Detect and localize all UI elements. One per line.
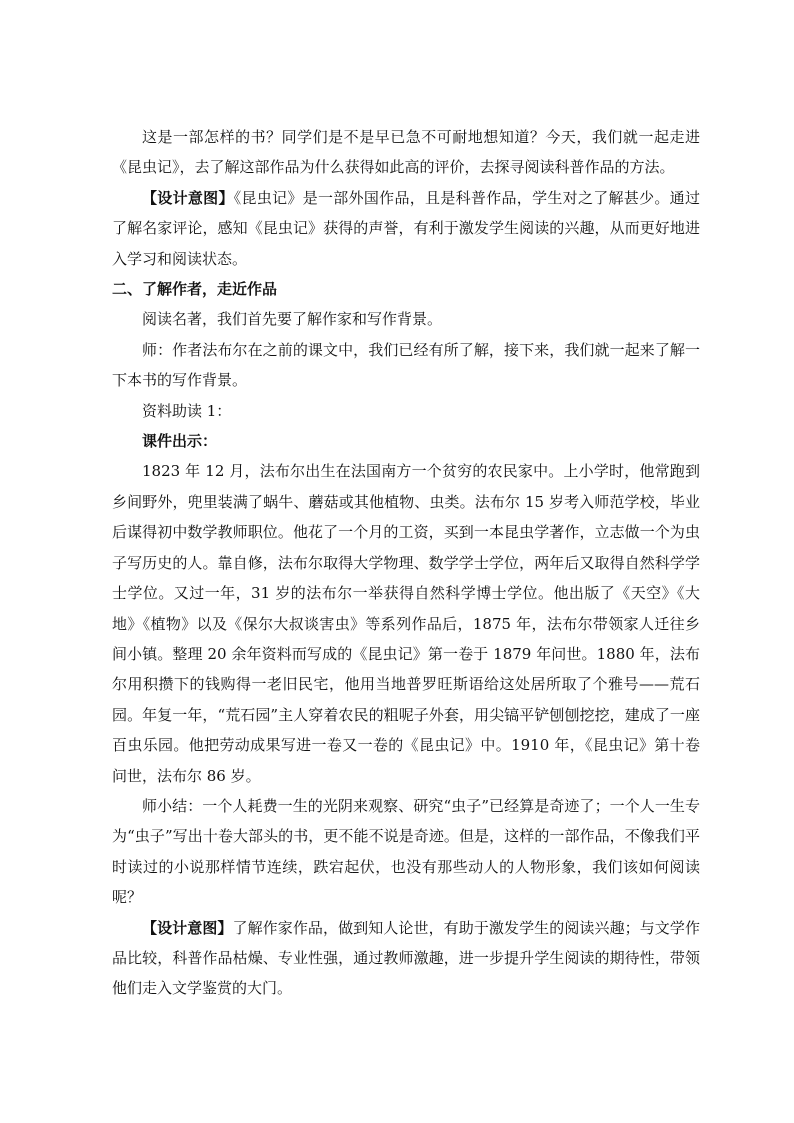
teacher-summary-paragraph: 师小结：一个人耗费一生的光阴来观察、研究“虫子”已经算是奇迹了；一个人一生专为“虫子”写出十卷大部头的书，更不能不说是奇迹。但是，这样的一部作品，不像我们平时读过的小说那样情节连续，跌宕起伏，也没有那些动人的人物形象，我们该如何阅读呢？ <box>112 796 700 907</box>
reading-material-label: 资料助读 1： <box>142 401 232 420</box>
design-intent-text: 《昆虫记》是一部外国作品，且是科普作品，学生对之了解甚少。通过了解名家评论，感知《昆虫记》获得的声誉，有利于激发学生阅读的兴趣，从而更好地进入学习和阅读状态。 <box>112 188 700 268</box>
section-heading: 二、了解作者，走近作品 <box>112 280 278 299</box>
design-intent-paragraph-1 <box>112 183 700 274</box>
document-body <box>112 122 700 1004</box>
design-intent-paragraph-2 <box>112 913 700 1004</box>
reading-intro-paragraph: 阅读名著，我们首先要了解作家和写作背景。 <box>142 310 443 329</box>
teacher-paragraph: 师：作者法布尔在之前的课文中，我们已经有所了解，接下来，我们就一起来了解一下本书的写作背景。 <box>112 340 700 390</box>
design-intent-label: 【设计意图】 <box>142 188 234 207</box>
design-intent-label: 【设计意图】 <box>142 918 233 937</box>
intro-paragraph: 这是一部怎样的书？同学们是不是早已急不可耐地想知道？今天，我们就一起走进《昆虫记》，去了解这部作品为什么获得如此高的评价，去探寻阅读科普作品的方法。 <box>112 128 700 177</box>
design-intent-text: 了解作家作品，做到知人论世，有助于激发学生的阅读兴趣；与文学作品比较，科普作品枯燥、专业性强，通过教师激趣，进一步提升学生阅读的期待性，带领他们走入文学鉴赏的大门。 <box>112 918 700 998</box>
courseware-label: 课件出示： <box>142 432 218 451</box>
fabre-biography-paragraph: 1823 年 12 月，法布尔出生在法国南方一个贫穷的农民家中。上小学时，他常跑到乡间野外，兜里装满了蜗牛、蘑菇或其他植物、虫类。法布尔 15 岁考入师范学校，毕业后谋得初中数学教师职位。他花了一个月的工资，买到一本昆虫学著作，立志做一个为虫子写历史的人。靠自修，法布尔取得大学物理、数学学士学位，两年后又取得自然科学学士学位。又过一年，31 岁的法布尔一举获得自然科学博士学位。他出版了《天空》《大地》《植物》以及《保尔大叔谈害虫》等系列作品后，1875 年，法布尔带领家人迁往乡间小镇。整理 20 余年资料而写成的《昆虫记》第一卷于 1879 年问世。1880 年，法布尔用积攒下的钱购得一老旧民宅，他用当地普罗旺斯语给这处居所取了个雅号——荒石园。年复一年，“荒石园”主人穿着农民的粗呢子外套，用尖镐平铲刨刨挖挖，建成了一座百虫乐园。他把劳动成果写进一卷又一卷的《昆虫记》中。1910 年，《昆虫记》第十卷问世，法布尔 86 岁。 <box>112 462 700 785</box>
